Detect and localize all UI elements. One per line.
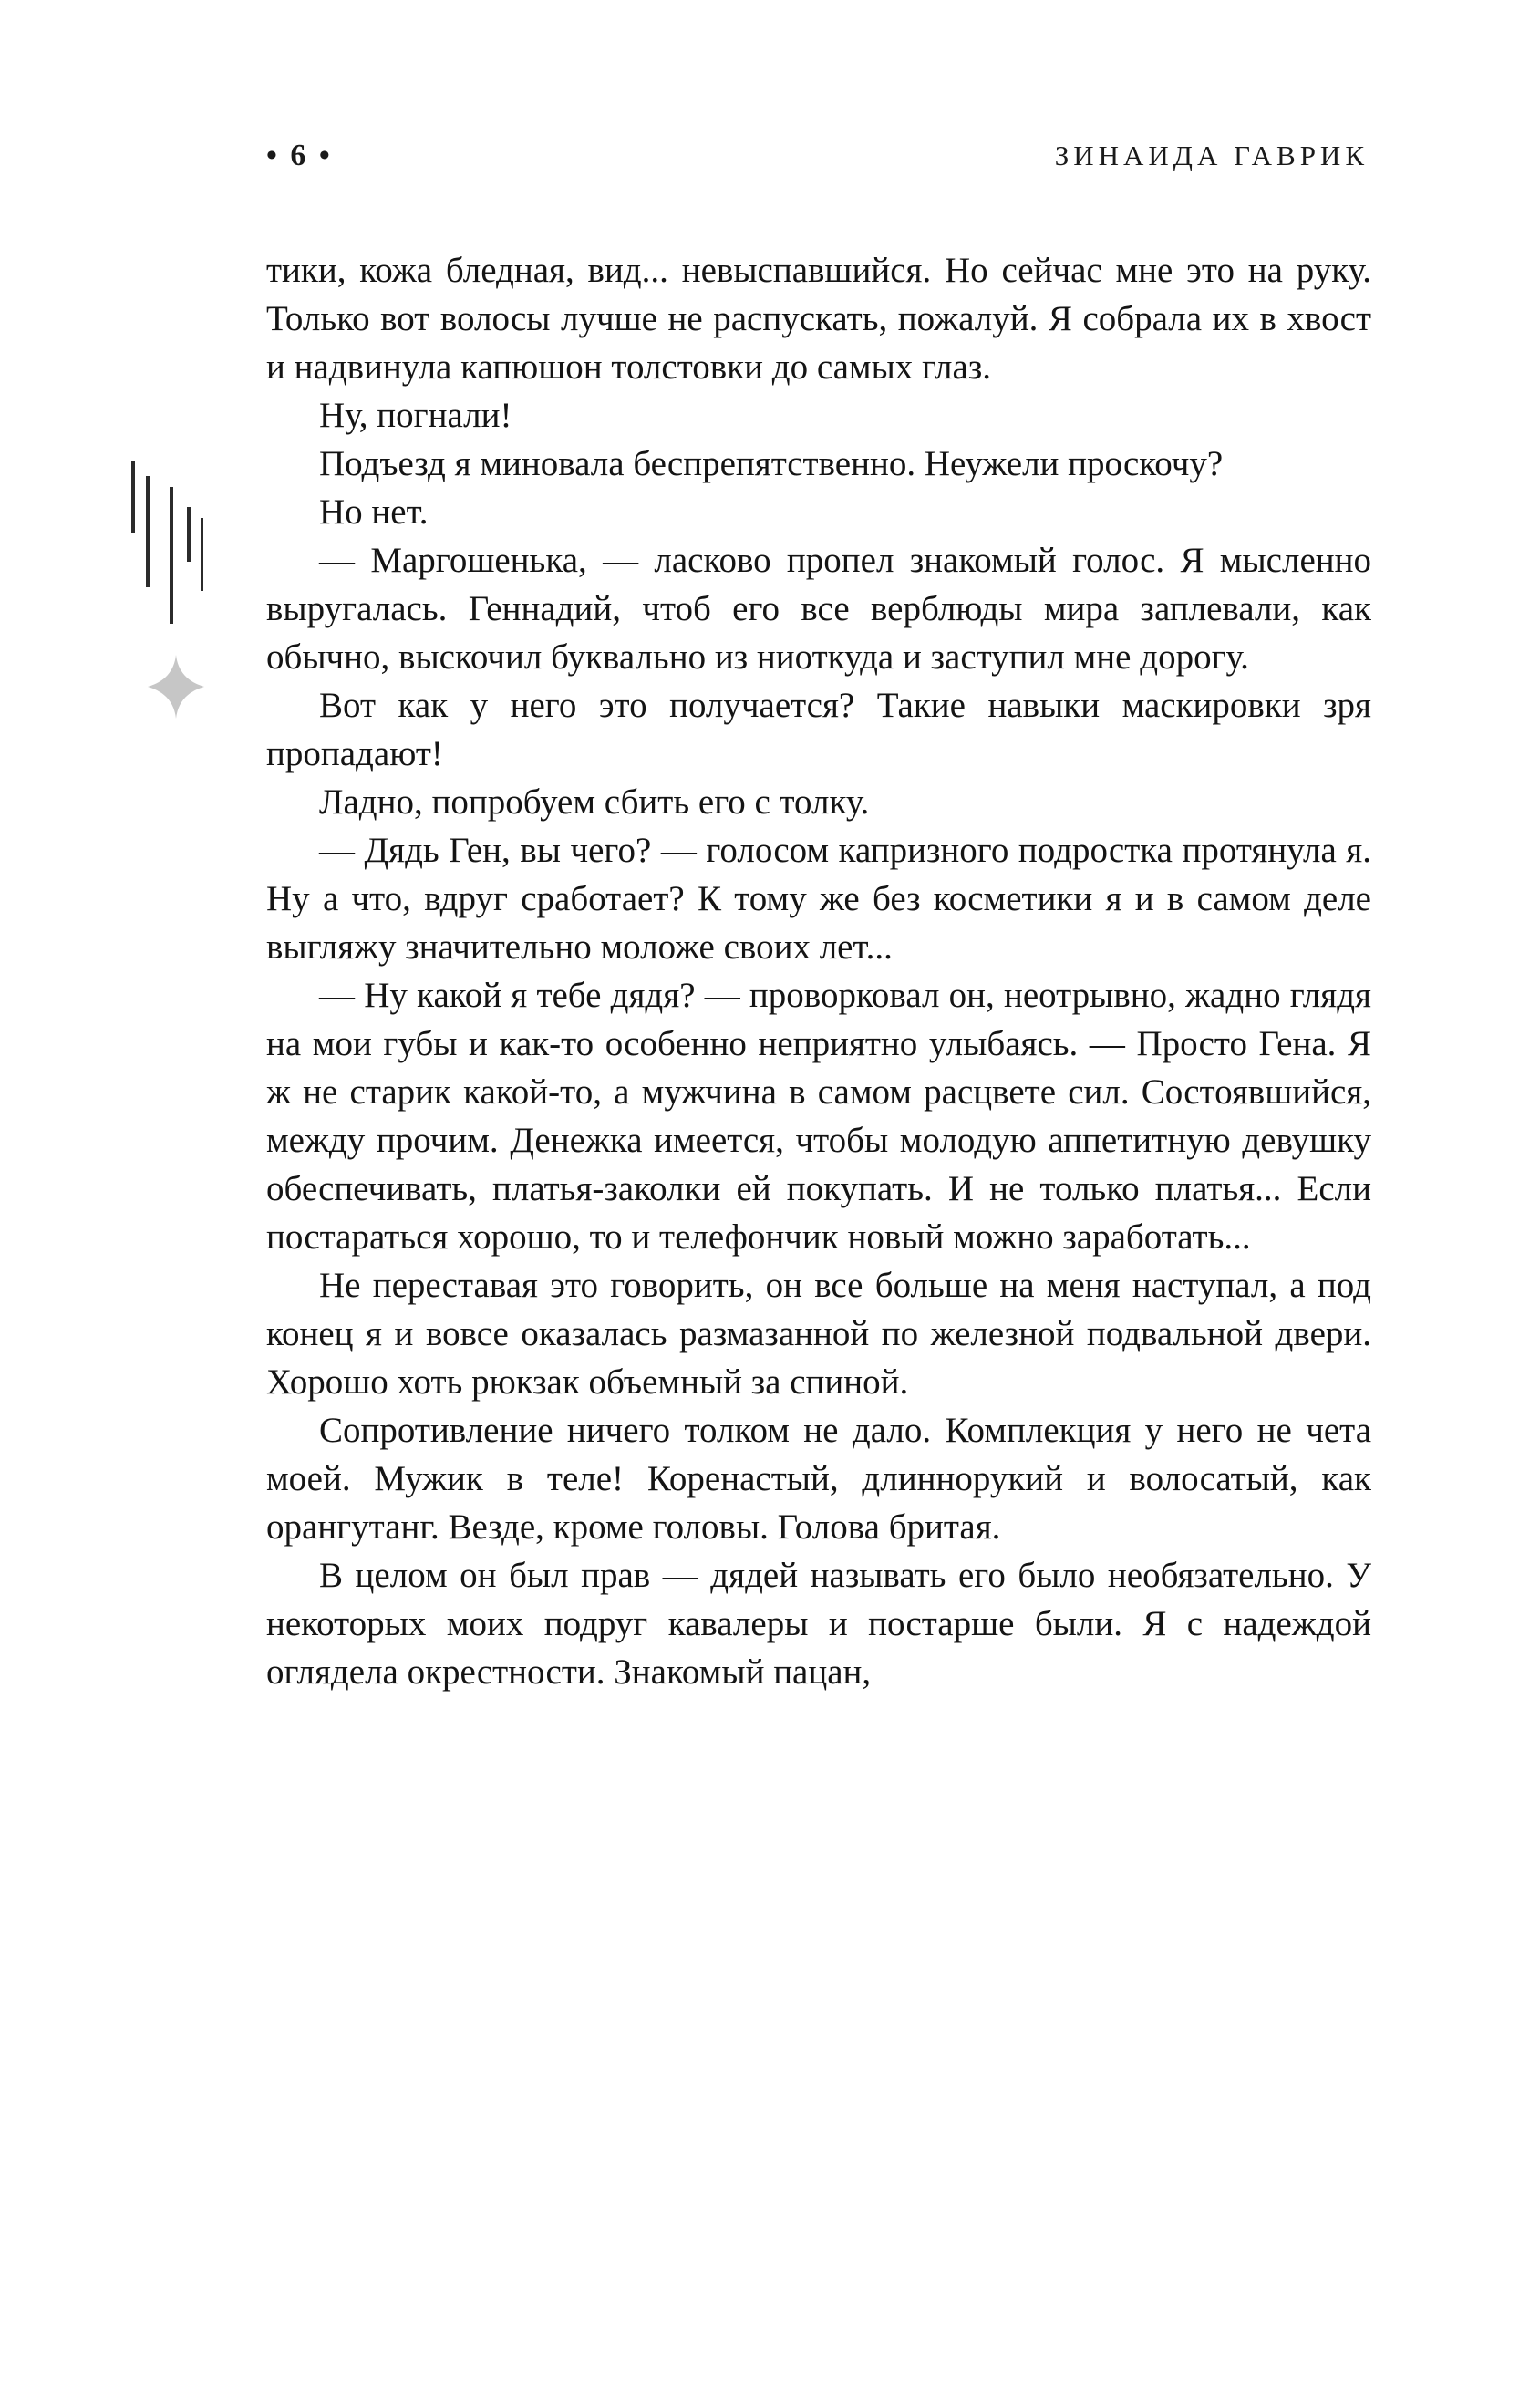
paragraph: В целом он был прав — дядей называть его было необязательно. У некоторых моих подруг кавалеры и постарше были. Я с надеждой оглядела окрестности. Знакомый пацан, bbox=[266, 1556, 1371, 1692]
page-number: • 6 • bbox=[266, 139, 333, 172]
deco-line bbox=[170, 487, 173, 624]
paragraph: Ну, погнали! bbox=[319, 396, 512, 435]
sparkle-star-icon bbox=[148, 655, 204, 723]
paragraph: тики, кожа бледная, вид... невыспавшийся. Но сейчас мне это на руку. Только вот волосы лучше не распускать, пожалуй. Я собрала их в хвост и надвинула капюшон толстовки до самых глаз. bbox=[266, 251, 1371, 387]
author-name: ЗИНАИДА ГАВРИК bbox=[1054, 140, 1369, 171]
paragraph: Не переставая это говорить, он все больше на меня наступал, а под конец я и вовсе оказалась размазанной по железной подвальной двери. Хорошо хоть рюкзак объемный за спиной. bbox=[266, 1266, 1371, 1402]
paragraph: — Маргошенька, — ласково пропел знакомый голос. Я мысленно выругалась. Геннадий, чтоб его все верблюды мира заплевали, как обычно, выскочил буквально из ниоткуда и заступил мне дорогу. bbox=[266, 541, 1371, 677]
paragraph: Сопротивление ничего толком не дало. Комплекция у него не чета моей. Мужик в теле! Коренастый, длиннорукий и волосатый, как орангутанг. Везде, кроме головы. Голова бритая. bbox=[266, 1411, 1371, 1547]
text-block bbox=[266, 246, 1371, 1696]
paragraph: Вот как у него это получается? Такие навыки маскировки зря пропадают! bbox=[266, 686, 1371, 773]
paragraph: Но нет. bbox=[319, 492, 429, 532]
running-header bbox=[266, 139, 1369, 173]
deco-line bbox=[201, 518, 203, 591]
paragraph: Подъезд я миновала беспрепятственно. Неужели проскочу? bbox=[319, 444, 1224, 483]
deco-line bbox=[146, 476, 150, 587]
paragraph: — Дядь Ген, вы чего? — голосом капризного подростка протянула я. Ну а что, вдруг сработает? К тому же без косметики я и в самом деле выгляжу значительно моложе своих лет... bbox=[266, 831, 1371, 967]
paragraph: Ладно, попробуем сбить его с толку. bbox=[319, 782, 870, 822]
deco-line bbox=[131, 461, 135, 533]
paragraph: — Ну какой я тебе дядя? — проворковал он, неотрывно, жадно глядя на мои губы и как-то особенно неприятно улыбаясь. — Просто Гена. Я ж не старик какой-то, а мужчина в самом расцвете сил. Состоявшийся, между прочим. Денежка имеется, чтобы молодую аппетитную девушку обеспечивать, платья-заколки ей покупать. И не только платья... Если постараться хорошо, то и телефончик новый можно заработать... bbox=[266, 976, 1371, 1257]
sparkle-star-shape bbox=[148, 655, 204, 719]
deco-line bbox=[187, 507, 191, 562]
